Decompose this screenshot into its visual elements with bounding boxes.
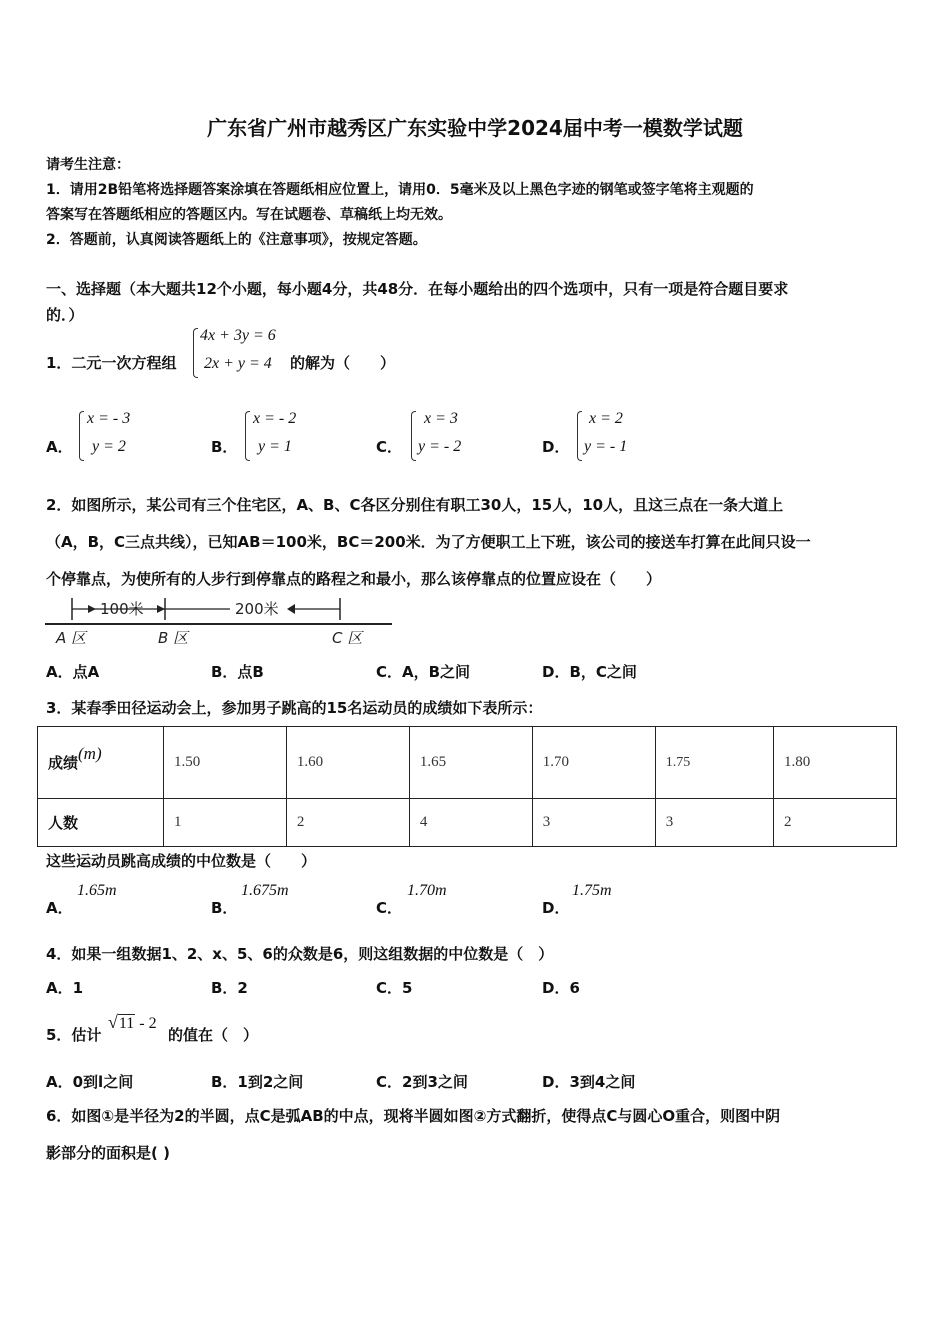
q1-option-b-brace: [245, 411, 250, 461]
q3-option-a-value: 1.65m: [77, 882, 117, 899]
q1-system-brace: [193, 328, 198, 378]
q2-option-b: B．点B: [211, 663, 264, 681]
table-cell-score: 1.70: [532, 727, 655, 799]
q5-minus-term: - 2: [135, 1015, 157, 1032]
q1-option-b-line-1: x = - 2: [253, 410, 297, 427]
page-title: 广东省广州市越秀区广东实验中学2024届中考一模数学试题: [207, 116, 743, 140]
q2-stem-line-1: 2．如图所示，某公司有三个住宅区，A、B、C各区分别住有职工30人，15人，10人，且这三点在一条大道上: [46, 496, 784, 514]
q1-option-c-line-2: y = - 2: [418, 438, 462, 455]
q1-option-c-line-1: x = 3: [424, 410, 458, 427]
table-header-scores-label: 成绩: [48, 754, 79, 772]
q3-option-d-value: 1.75m: [572, 882, 612, 899]
q4-option-b: B．2: [211, 979, 248, 997]
table-cell-count: 1: [164, 799, 287, 847]
q3-option-b-letter: B．: [211, 899, 238, 917]
q1-option-a-line-2: y = 2: [92, 438, 126, 455]
table-cell-score: 1.80: [774, 727, 897, 799]
q2-figure-bc-label: 200米: [235, 600, 279, 618]
q1-option-c-brace: [411, 411, 416, 461]
table-header-counts: 人数: [38, 799, 164, 847]
q1-option-c-letter: C．: [376, 438, 403, 456]
q1-option-d-line-1: x = 2: [589, 410, 623, 427]
q5-expression: [108, 1012, 157, 1033]
q2-option-a: A．点A: [46, 663, 100, 681]
q2-figure-ab-label: 100米: [100, 600, 144, 618]
q1-option-d-brace: [577, 411, 582, 461]
table-row-scores: [38, 727, 897, 799]
q3-option-c-letter: C．: [376, 899, 403, 917]
q3-option-a-letter: A．: [46, 899, 73, 917]
q5-option-b: B．1到2之间: [211, 1073, 304, 1091]
q1-option-a-letter: A．: [46, 438, 73, 456]
q2-option-d: D．B，C之间: [542, 663, 637, 681]
q3-option-d-letter: D．: [542, 899, 570, 917]
q5-prefix: 5．估计: [46, 1026, 102, 1044]
notice-item-1-line-1: 1．请用2B铅笔将选择题答案涂填在答题纸相应位置上，请用0．5毫米及以上黑色字迹的钢笔或签字笔将主观题的: [46, 182, 754, 198]
q1-equation-1: 4x + 3y = 6: [200, 327, 276, 344]
q5-option-a: A．0到l之间: [46, 1073, 134, 1091]
table-row-counts: [38, 799, 897, 847]
q2-figure-b-label: B 区: [158, 629, 189, 647]
table-cell-count: 3: [532, 799, 655, 847]
q3-score-table: [37, 726, 897, 847]
q5-suffix: 的值在（ ）: [168, 1026, 259, 1044]
q2-stem-line-2: （A，B，C三点共线），已知AB＝100米，BC＝200米．为了方便职工上下班，该公司的接送车打算在此间只设一: [46, 533, 811, 551]
table-cell-count: 4: [409, 799, 532, 847]
q3-option-b-value: 1.675m: [241, 882, 289, 899]
q2-stem-line-3: 个停靠点，为使所有的人步行到停靠点的路程之和最小，那么该停靠点的位置应设在（ ）: [46, 570, 662, 588]
q4-option-c: C．5: [376, 979, 413, 997]
q1-option-d-line-2: y = - 1: [584, 438, 628, 455]
table-header-scores-unit: (m): [78, 744, 102, 763]
notice-item-2: 2．答题前，认真阅读答题纸上的《注意事项》，按规定答题。: [46, 232, 427, 248]
q1-option-a-brace: [79, 411, 84, 461]
q1-equation-2: 2x + y = 4: [204, 355, 272, 372]
table-cell-score: 1.65: [409, 727, 532, 799]
table-cell-count: 3: [655, 799, 773, 847]
q3-option-c-value: 1.70m: [407, 882, 447, 899]
q3-question: 这些运动员跳高成绩的中位数是（ ）: [46, 852, 317, 870]
q2-road-figure: [40, 595, 400, 655]
table-cell-count: 2: [286, 799, 409, 847]
notice-heading: 请考生注意：: [46, 157, 130, 173]
q1-option-a-line-1: x = - 3: [87, 410, 131, 427]
q5-option-c: C．2到3之间: [376, 1073, 468, 1091]
q1-option-b-letter: B．: [211, 438, 238, 456]
q2-figure-a-label: A 区: [56, 629, 87, 647]
table-cell-score: 1.50: [164, 727, 287, 799]
notice-item-1-line-2: 答案写在答题纸相应的答题区内。写在试题卷、草稿纸上均无效。: [46, 207, 452, 223]
section-1-heading-line-2: 的．）: [46, 306, 84, 324]
q1-option-d-letter: D．: [542, 438, 570, 456]
q3-stem: 3．某春季田径运动会上，参加男子跳高的15名运动员的成绩如下表所示：: [46, 699, 543, 717]
q1-option-b-line-2: y = 1: [258, 438, 292, 455]
table-cell-score: 1.60: [286, 727, 409, 799]
q5-radicand: 11: [118, 1015, 135, 1032]
table-cell-score: 1.75: [655, 727, 773, 799]
q6-stem-line-2: 影部分的面积是( ): [46, 1144, 170, 1162]
section-1-heading-line-1: 一、选择题（本大题共12个小题，每小题4分，共48分．在每小题给出的四个选项中，只有一项是符合题目要求: [46, 280, 789, 298]
q1-prefix: 1．二元一次方程组: [46, 354, 177, 372]
q4-stem: 4．如果一组数据1、2、x、5、6的众数是6，则这组数据的中位数是（ ）: [46, 945, 554, 963]
table-cell-count: 2: [774, 799, 897, 847]
q4-option-a: A．1: [46, 979, 84, 997]
q4-option-d: D．6: [542, 979, 580, 997]
q5-option-d: D．3到4之间: [542, 1073, 636, 1091]
q2-figure-c-label: C 区: [332, 629, 363, 647]
q6-stem-line-1: 6．如图①是半径为2的半圆，点C是弧AB的中点，现将半圆如图②方式翻折，使得点C与圆心O重合，则图中阴: [46, 1107, 781, 1125]
q1-suffix: 的解为（ ）: [290, 354, 396, 372]
table-header-scores: [38, 727, 164, 799]
q2-option-c: C．A，B之间: [376, 663, 471, 681]
square-root-icon: √: [108, 1012, 118, 1032]
